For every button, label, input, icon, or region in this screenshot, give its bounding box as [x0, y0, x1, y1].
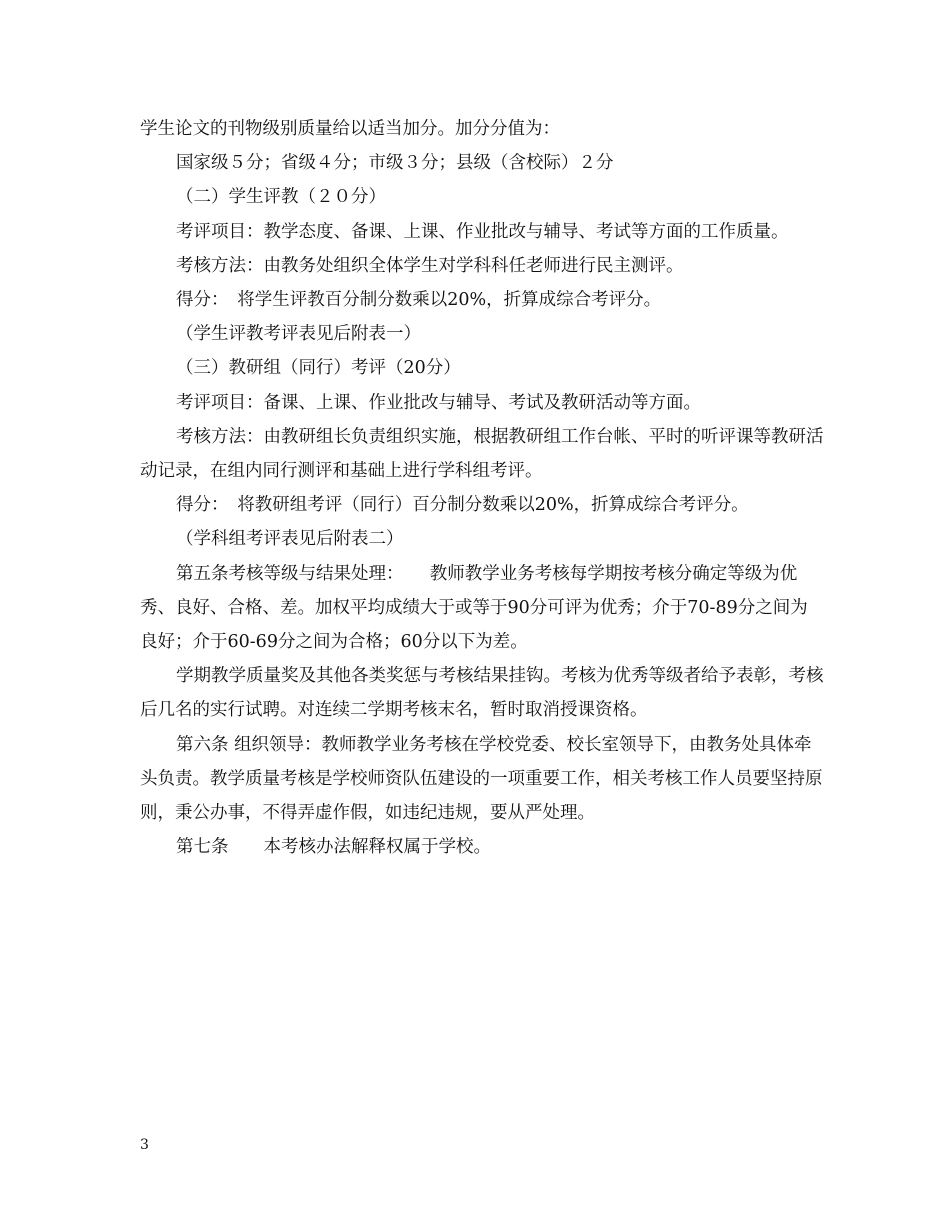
page-number: 3	[140, 1137, 149, 1153]
heading-peer-evaluation: （三）教研组（同行）考评（20分）	[176, 358, 461, 379]
paragraph-student-eval-score: 得分： 将学生评教百分制分数乘以20%，折算成综合考评分。	[176, 290, 662, 311]
paragraph-student-eval-method: 考核方法：由教务处组织全体学生对学科科任老师进行民主测评。	[176, 255, 684, 276]
article-seven-interpretation: 第七条 本考核办法解释权属于学校。	[176, 837, 491, 858]
paragraph-student-eval-items: 考评项目：教学态度、备课、上课、作业批改与辅导、考试等方面的工作质量。	[176, 221, 789, 242]
paragraph-peer-eval-items: 考评项目：备课、上课、作业批改与辅导、考试及教研活动等方面。	[176, 392, 701, 413]
paragraph-student-eval-table-note: （学生评教考评表见后附表一）	[176, 324, 421, 345]
document-body	[140, 112, 825, 864]
paragraph-rewards: 学期教学质量奖及其他各类奖惩与考核结果挂钩。考核为优秀等级者给予表彰，考核后几名的实行试聘。对连续二学期考核末名，暂时取消授课资格。	[140, 666, 824, 721]
article-six-leadership: 第六条 组织领导：教师教学业务考核在学校党委、校长室领导下，由教务处具体牵头负责。教学质量考核是学校师资队伍建设的一项重要工作，相关考核工作人员要坚持原则，秉公办事，不得弄虚作假，如违纪违规，要从严处理。	[140, 734, 823, 824]
paragraph-peer-eval-method: 考核方法：由教研组长负责组织实施，根据教研组工作台帐、平时的听评课等教研活动记录，在组内同行测评和基础上进行学科组考评。	[140, 426, 824, 482]
article-five-grading: 第五条考核等级与结果处理： 教师教学业务考核每学期按考核分确定等级为优秀、良好、合格、差。加权平均成绩大于或等于90分可评为优秀；介于70-89分之间为良好；介于60-69分之间为合格；60分以下为差。	[140, 563, 808, 653]
paragraph-bonus-intro: 学生论文的刊物级别质量给以适当加分。加分分值为：	[140, 119, 560, 139]
paragraph-bonus-values: 国家级５分；省级４分；市级３分；县级（含校际）２分	[176, 153, 614, 174]
paragraph-peer-eval-table-note: （学科组考评表见后附表二）	[176, 529, 404, 550]
heading-student-evaluation: （二）学生评教（２０分）	[176, 187, 386, 208]
paragraph-peer-eval-score: 得分： 将教研组考评（同行）百分制分数乘以20%，折算成综合考评分。	[176, 495, 749, 516]
